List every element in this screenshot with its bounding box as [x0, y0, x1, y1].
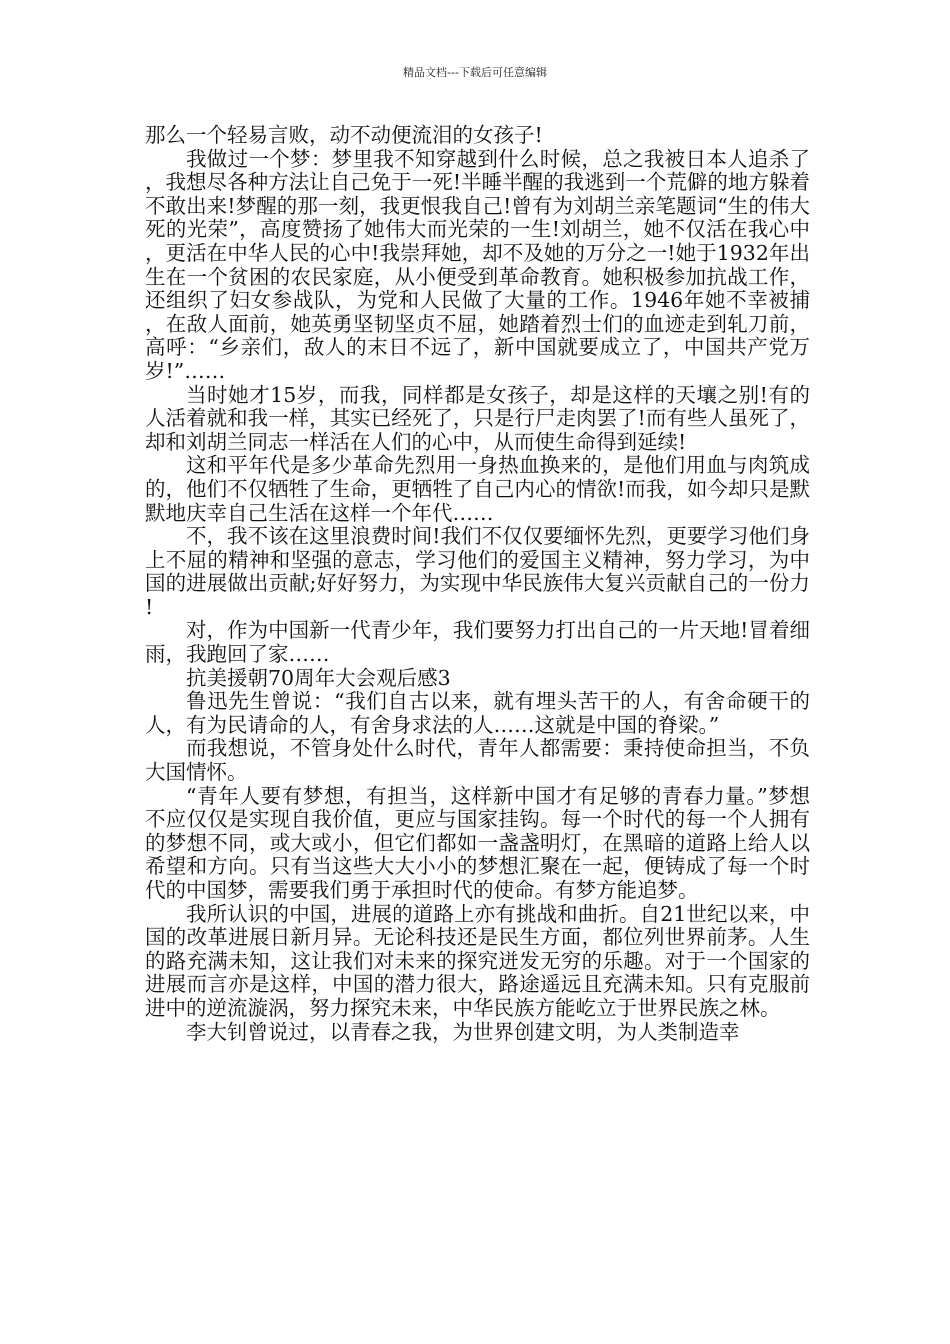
- paragraph: 我做过一个梦：梦里我不知穿越到什么时候，总之我被日本人追杀了，我想尽各种方法让自己免于一死!半睡半醒的我逃到一个荒僻的地方躲着不敢出来!梦醒的那一刻，我更恨我自己!曾有为刘胡兰亲笔题词“生的伟大死的光荣”，高度赞扬了她伟大而光荣的一生!刘胡兰，她不仅活在我心中，更活在中华人民的心中!我崇拜她，却不及她的万分之一!她于1932年出生在一个贫困的农民家庭，从小便受到革命教育。她积极参加抗战工作，还组织了妇女参战队，为党和人民做了大量的工作。1946年她不幸被捕，在敌人面前，她英勇坚韧坚贞不屈，她踏着烈士们的血迹走到轧刀前，高呼：“乡亲们，敌人的末日不远了，新中国就要成立了，中国共产党万岁!”……: [145, 146, 810, 383]
- paragraph: 李大钊曾说过，以青春之我，为世界创建文明，为人类制造幸: [186, 1019, 740, 1044]
- section-heading: 抗美援朝70周年大会观后感3: [186, 665, 451, 690]
- paragraph: 不，我不该在这里浪费时间!我们不仅仅要缅怀先烈，更要学习他们身上不屈的精神和坚强的意志，学习他们的爱国主义精神，努力学习，为中国的进展做出贡献;好好努力，为实现中华民族伟大复兴贡献自己的一份力!: [145, 524, 810, 619]
- document-body: [145, 124, 810, 1044]
- paragraph: 当时她才15岁，而我，同样都是女孩子，却是这样的天壤之别!有的人活着就和我一样，其实已经死了，只是行尸走肉罢了!而有些人虽死了，却和刘胡兰同志一样活在人们的心中，从而使生命得到延续!: [145, 382, 810, 454]
- page-header: 精品文档---下载后可任意编辑: [403, 66, 547, 79]
- paragraph: “青年人要有梦想，有担当，这样新中国才有足够的青春力量。”梦想不应仅仅是实现自我价值，更应与国家挂钩。每一个时代的每一个人拥有的梦想不同，或大或小，但它们都如一盏盏明灯，在黑暗的道路上给人以希望和方向。只有当这些大大小小的梦想汇聚在一起，便铸成了每一个时代的中国梦，需要我们勇于承担时代的使命。有梦方能追梦。: [145, 783, 810, 902]
- paragraph: 这和平年代是多少革命先烈用一身热血换来的，是他们用血与肉筑成的，他们不仅牺牲了生命，更牺牲了自己内心的情欲!而我，如今却只是默默地庆幸自己生活在这样一个年代……: [145, 453, 810, 525]
- paragraph: 我所认识的中国，进展的道路上亦有挑战和曲折。自21世纪以来，中国的改革进展日新月异。无论科技还是民生方面，都位列世界前茅。人生的路充满未知，这让我们对未来的探究迸发无穷的乐趣。对于一个国家的进展而言亦是这样，中国的潜力很大，路途遥远且充满未知。只有克服前进中的逆流漩涡，努力探究未来，中华民族方能屹立于世界民族之林。: [145, 901, 810, 1020]
- paragraph: 鲁迅先生曾说：“我们自古以来，就有埋头苦干的人，有舍命硬干的人，有为民请命的人，有舍身求法的人……这就是中国的脊梁。”: [145, 689, 810, 737]
- paragraph: 而我想说，不管身处什么时代，青年人都需要：秉持使命担当，不负大国情怀。: [145, 736, 810, 785]
- paragraph: 对，作为中国新一代青少年，我们要努力打出自己的一片天地!冒着细雨，我跑回了家……: [145, 618, 810, 667]
- paragraph: 那么一个轻易言败，动不动便流泪的女孩子!: [145, 123, 543, 147]
